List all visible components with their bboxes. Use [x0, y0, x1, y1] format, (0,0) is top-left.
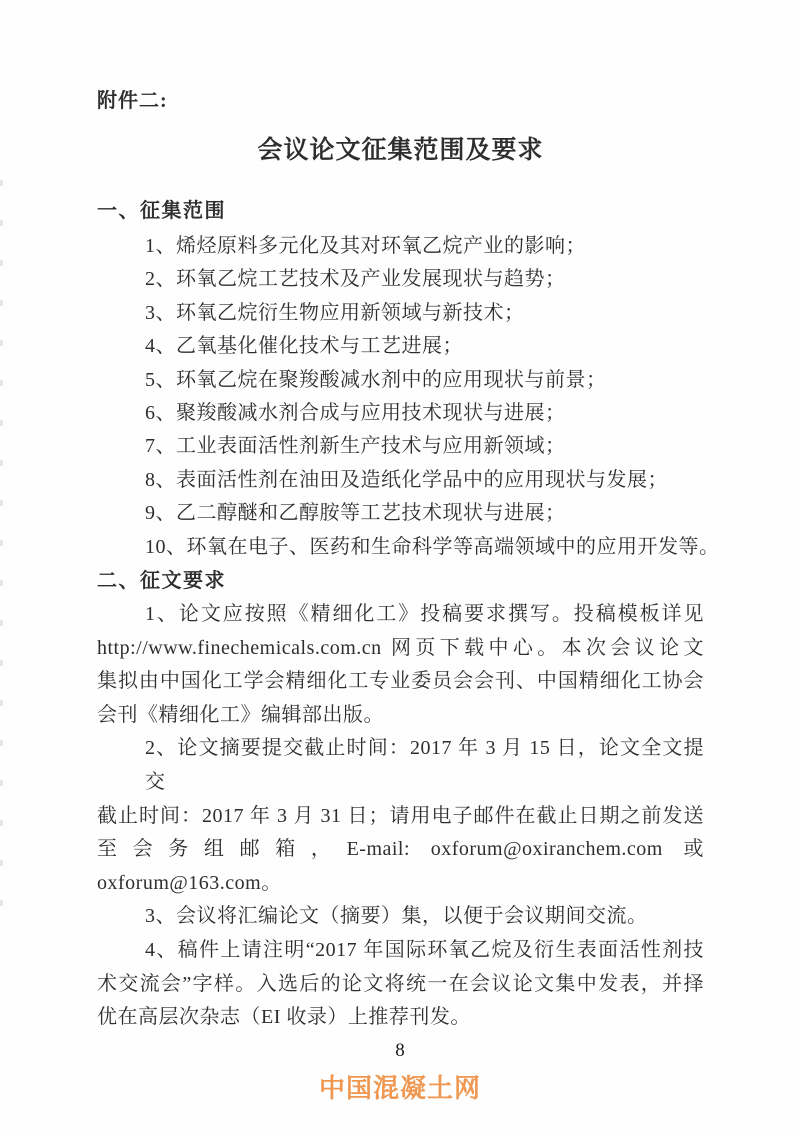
- scope-list-item: 2、环氧乙烷工艺技术及产业发展现状与趋势；: [145, 268, 566, 291]
- body-line: 至会务组邮箱，E-mail: oxforum@oxiranchem.com 或: [97, 838, 704, 861]
- scope-list-item: 4、乙氧基化催化技术与工艺进展；: [145, 335, 463, 358]
- section-2-heading: 二、征文要求: [97, 570, 226, 593]
- body-line: 集拟由中国化工学会精细化工专业委员会会刊、中国精细化工协会: [97, 670, 704, 693]
- body-line: 1、论文应按照《精细化工》投稿要求撰写。投稿模板详见: [145, 603, 704, 626]
- requirements-paragraph-3: [97, 900, 704, 934]
- document-title: 会议论文征集范围及要求: [257, 137, 544, 164]
- scope-list: [97, 230, 720, 564]
- attachment-label: 附件二:: [97, 90, 168, 112]
- body-line: 4、稿件上请注明“2017 年国际环氧乙烷及衍生表面活性剂技: [145, 939, 704, 961]
- body-line: 3、会议将汇编论文（摘要）集，以便于会议期间交流。: [145, 905, 648, 928]
- scope-list-item: 8、表面活性剂在油田及造纸化学品中的应用现状与发展；: [145, 468, 668, 491]
- requirements-paragraph-1: [97, 598, 704, 732]
- body-line: http://www.finechemicals.com.cn 网页下载中心。本次会议论文: [97, 636, 704, 659]
- page-number: 8: [395, 1040, 405, 1061]
- scope-list-item: 10、环氧在电子、医药和生命科学等高端领域中的应用开发等。: [145, 535, 720, 558]
- scope-list-item: 5、环氧乙烷在聚羧酸减水剂中的应用现状与前景；: [145, 368, 607, 391]
- requirements-paragraph-4: [97, 934, 704, 1035]
- body-line: 会刊《精细化工》编辑部出版。: [97, 703, 384, 726]
- scan-edge-artifact: [0, 180, 3, 940]
- body-line: 2、论文摘要提交截止时间：2017 年 3 月 15 日，论文全文提交: [145, 737, 704, 794]
- scope-list-item: 7、工业表面活性剂新生产技术与应用新领域；: [145, 435, 566, 458]
- scope-list-item: 3、环氧乙烷衍生物应用新领域与新技术；: [145, 301, 525, 324]
- watermark: 中国混凝土网: [318, 1073, 481, 1103]
- section-1-heading: 一、征集范围: [97, 200, 226, 222]
- scope-list-item: 1、烯烃原料多元化及其对环氧乙烷产业的影响；: [145, 235, 586, 257]
- body-line: 优在高层次杂志（EI 收录）上推荐刊发。: [97, 1006, 471, 1029]
- requirements-paragraph-2: [97, 732, 704, 900]
- body-line: 截止时间：2017 年 3 月 31 日；请用电子邮件在截止日期之前发送: [97, 804, 704, 827]
- scope-list-item: 6、聚羧酸减水剂合成与应用技术现状与进展；: [145, 402, 566, 425]
- body-line: oxforum@163.com。: [97, 871, 282, 894]
- scope-list-item: 9、乙二醇醚和乙醇胺等工艺技术现状与进展；: [145, 502, 566, 525]
- page-content: [97, 84, 720, 1035]
- body-line: 术交流会”字样。入选后的论文将统一在会议论文集中发表，并择: [97, 972, 704, 995]
